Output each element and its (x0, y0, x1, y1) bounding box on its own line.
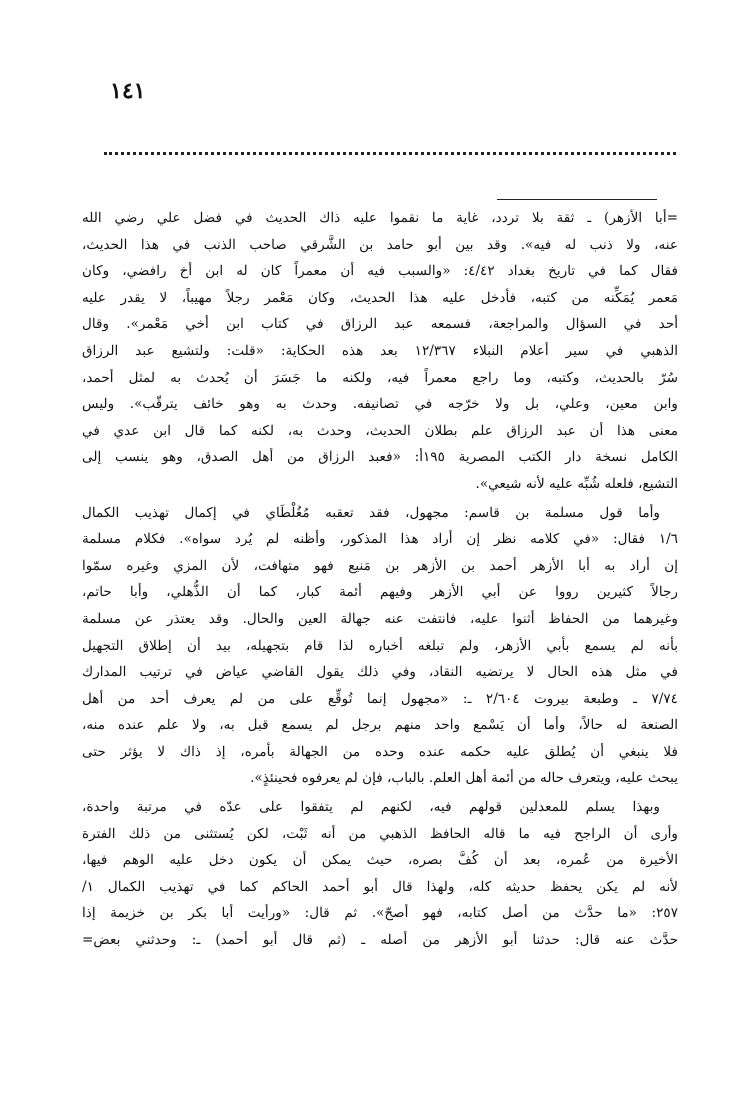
text-line: فلا ينبغي أن يُطلق عليه حكمه عنده وحده من الجهالة بأمره، إذ ذاك لا يؤثر حتى (82, 743, 678, 760)
text-line: الأخيرة من عُمره، بعد أن كُفَّ بصره، حيث يمكن أن يكون دخل عليه الوهم فيها، (82, 852, 678, 869)
footnote-rule (497, 199, 657, 200)
text-line: مَعمر يُمَكِّنه من كتبه، فأدخل عليه هذا الحديث، وكان مَعْمر رجلاً مهيباً، لا يقدر عليه (82, 289, 678, 306)
text-line: عنه، ولا ذنب له فيه». وقد بين أبو حامد بن الشَّرقي صاحب الذنب في هذا الحديث، (82, 236, 678, 253)
text-line: فقال كما في تاريخ بغداد ٤/٤٢: «والسبب فيه أن معمراً كان له ابن أخ رافضي، وكان (82, 263, 678, 280)
text-line: =أبا الأزهر) ـ ثقة بلا تردد، غاية ما نقموا عليه ذاك الحديث في فضل علي رضي الله (82, 210, 678, 226)
text-line: وبهذا يسلم للمعدلين قولهم فيه، لكنهم لم يتفقوا على عدّه في مرتبة واحدة، (82, 799, 660, 816)
text-line: رجالاً كثيرين رووا عن أبي الأزهر وفيهم أئمة كبار، كما أن الذُّهلي، وأبا حاتم، (82, 584, 678, 601)
page-number: ١٤١ (110, 78, 146, 104)
text-line: وابن معين، وعلي، بل ولا خرّجه في تصانيفه. وحدث به وهو خائف يترقّب». وليس (82, 396, 678, 413)
text-line: ١/٦ فقال: «في كلامه نظر إن أراد هذا المذكور، وأظنه لم يُرد سواه». فكلام مسلمة (82, 531, 678, 548)
text-line: الصنعة له حالاً، وأما أن يَسْمع واحد منهم برجل لم يسمع قبل به، ولا علم عنده منه، (82, 717, 678, 734)
dotted-separator (104, 152, 676, 155)
text-line: يبحث عليه، ويتعرف حاله من أئمة أهل العلم. بالباب، فإن لم يعرفوه فحينئذٍ». (250, 770, 678, 787)
text-line: لأنه لم يكن يحفظ حديثه كله، ولهذا قال أبو أحمد الحاكم كما في تهذيب الكمال ١/ (82, 878, 678, 895)
text-line: الكامل نسخة دار الكتب المصرية ١٩٥أ: «فعبد الرزاق من أهل الصدق، وهو ينسب إلى (82, 449, 678, 466)
text-line: سُرّ بالحديث، وكتبه، وما راجع معمراً فيه، ولكنه ما جَسَرَ أن يُحدث به لمثل أحمد، (82, 369, 678, 386)
text-line: الذهبي في سير أعلام النبلاء ١٢/٣٦٧ بعد هذه الحكاية: «قلت: ولتشيع عبد الرزاق (82, 342, 678, 359)
text-line: ٧/٧٤ ـ وطبعة بيروت ٢/٦٠٤ ـ: «مجهول إنما تُوقِّع على من لم يعرف أحد من أهل (82, 690, 678, 707)
text-line: وغيرهما من الحفاظ أثنوا عليه، فانتفت عنه جهالة العين والحال. وقد يعتذر عن مسلمة (82, 610, 678, 627)
text-line: في مثل هذه الحال لا يرتضيه النقاد، وفي ذلك يقول القاضي عياض في ترتيب المدارك (82, 664, 678, 681)
text-line: وأما قول مسلمة بن قاسم: مجهول، فقد تعقبه مُغُلْطَاي في إكمال تهذيب الكمال (82, 504, 660, 521)
text-line: معنى هذا أن عبد الرزاق علم بطلان الحديث، وحدث به، لكنه كما قال ابن عدي في (82, 422, 678, 439)
text-line: بأنه لم يسمع بأبي الأزهر، ولم تبلغه أخباره لذا قام بتجهيله، بيد أن إطلاق التجهيل (82, 637, 678, 654)
text-line: حدَّث عنه قال: حدثنا أبو الأزهر من أصله ـ (ثم قال أبو أحمد) ـ: وحدثني بعض= (82, 932, 678, 949)
text-line: ٢٥٧: «ما حدَّث من أصل كتابه، فهو أصحّ». ثم قال: «ورأيت أبا بكر بن خزيمة إذا (82, 905, 678, 922)
text-line: التشيع، فلعله شُبِّه عليه لأنه شيعي». (475, 475, 678, 492)
footnote-text-block (82, 205, 678, 954)
text-line: إن أراد به أبا الأزهر أحمد بن الأزهر بن مَنيع فهو متهافت، لأن المزي وغيره سمّوا (82, 557, 678, 574)
text-line: أحد في السؤال والمراجعة، فسمعه عبد الرزاق في كتاب ابن أخي مَعْمر». وقال (82, 316, 678, 333)
text-line: وأرى أن الراجح فيه ما قاله الحافظ الذهبي من أنه ثَبْت، لكن يُستثنى من ذلك الفترة (82, 825, 678, 842)
